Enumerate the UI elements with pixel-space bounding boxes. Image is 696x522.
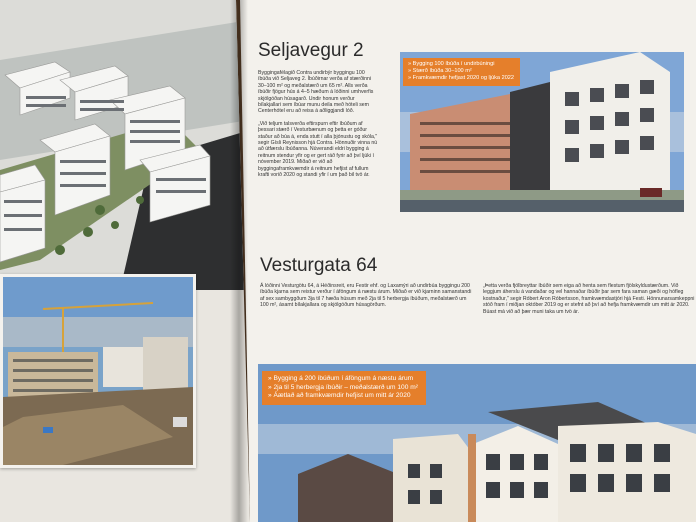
paragraph: Á lóðinni Vesturgötu 64, á Héðinsreit, eru Festir ehf. og Laxamýri að undirbúa byggingu 200 íbúða kjarna sem reistur verður í áföngum á næstu árum. Miðað er við kjarninn samanstandi af sex sambyggðum 3ja til 7 hæða húsum með 2ja til 5 herbergja íbúðum, meðalstærð um 100 m², ásamt bílakjallara og skjólgóðum húsagörðum. [260, 283, 472, 309]
construction-site-photo [0, 274, 196, 468]
section-title-seljavegur: Seljavegur 2 [258, 40, 364, 61]
highlight-item: » 2ja til 5 herbergja íbúðir – meðalstærð um 100 m² [268, 383, 418, 391]
highlights-box-seljavegur [403, 58, 520, 86]
section-body-vesturgata-left [260, 283, 474, 315]
paragraph: „Þetta verða fjölbreyttar íbúðir sem eiga að henta sem flestum fjölskyldustærðum. Við leggjum áherslu á vandaðar og vel hannaðar íbúðir þar sem fara saman gæði og hófleg kostnaður," segir Róbert Aron Róbertsson, framkvæmdastjóri hjá Festi. Hönnunarsamkeppni stóð fram í miðjan október 2019 og er stefnt að því að hefja framkvæmdir um mitt ár 2020. Búast má við að þær muni taka um tvö ár. [483, 283, 695, 315]
highlights-box-vesturgata [262, 371, 426, 405]
highlight-item: » Framkvæmdir hefjast 2020 og ljúka 2022 [408, 75, 515, 82]
left-page [0, 0, 250, 522]
aerial-city-rendering [0, 0, 250, 290]
highlight-item: » Bygging 100 íbúða í undirbúningi [408, 61, 495, 67]
section-title-vesturgata: Vesturgata 64 [260, 255, 378, 276]
book-spine-shadow [230, 0, 248, 522]
section-body-vesturgata-right [483, 283, 695, 321]
highlight-item: » Áætlað að framkvæmdir hefjist um mitt ár 2020 [268, 392, 411, 400]
paragraph: Byggingafélagið Contra undirbýr byggingu 100 íbúða við Seljaveg 2. Íbúðirnar verða af stærðinni 30–100 m² og meðalstærð um 65 m². Alls verða íbúðir fjögur hús á 4–5 hæðum á lóðinni umhverfis skjólgóðan húsagarð. Undir honum verður bílakjallari sem íbúar munu deila með hóteli sem Centerhótel eru að reisa á aðliggjandi lóð. [258, 70, 374, 115]
highlight-item: » Bygging á 200 íbúðum í áföngum á næstu árum [268, 375, 414, 382]
highlight-item: » Stærð íbúða 30–100 m² [408, 68, 472, 75]
section-body-seljavegur [258, 70, 378, 185]
paragraph: „Við teljum talsverða eftirspurn eftir íbúðum af þessari stærð í Vesturbænum og þetta er góður staður að búa á, enda stutt í alla þjónustu og skóla," segir Gísli Reynisson hjá Contra. Hönnuðir vinna nú að útfærslu íbúðanna. Núverandi eldri bygging á reitnum stendur yfir og er gert ráð fyrir að því ljúki í nóvember 2019. Miðað er við að byggingaframkvæmdir á reitnum hefjist af fullum krafti vorið 2020 og standi yfir í um það bil tvö ár. [258, 120, 378, 179]
